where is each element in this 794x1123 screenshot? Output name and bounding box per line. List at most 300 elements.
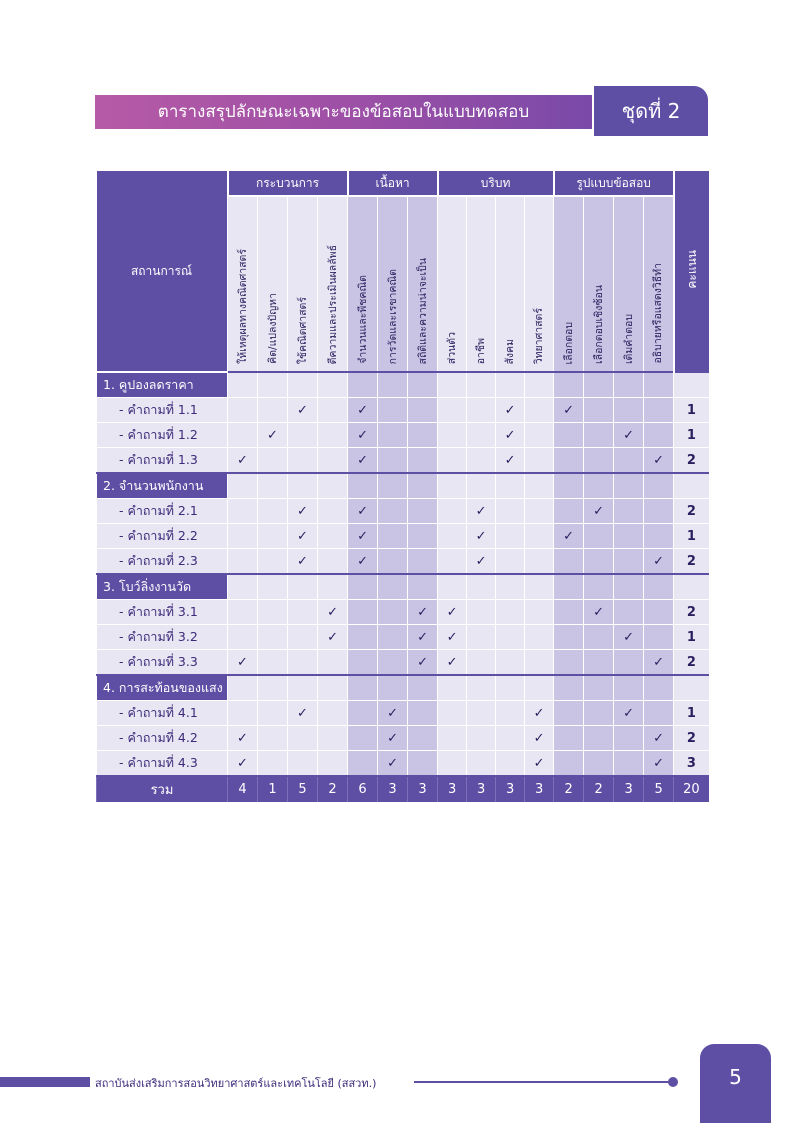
empty-cell — [467, 372, 496, 398]
empty-cell — [258, 675, 288, 701]
empty-cell — [584, 574, 614, 600]
empty-cell — [584, 423, 614, 448]
header-column-2 — [258, 196, 288, 372]
check-mark-cell: ✓ — [584, 499, 614, 524]
check-mark-cell: ✓ — [525, 701, 554, 726]
empty-cell — [554, 675, 584, 701]
empty-cell — [467, 448, 496, 474]
header-column-15 — [644, 196, 674, 372]
header-column-label: ส่วนตัว — [446, 331, 459, 364]
category-row — [97, 473, 709, 499]
question-label: - คำถามที่ 2.2 — [97, 524, 228, 549]
empty-cell — [438, 549, 467, 575]
empty-cell — [408, 524, 438, 549]
header-column-8 — [438, 196, 467, 372]
empty-cell — [228, 423, 258, 448]
header-column-3 — [288, 196, 318, 372]
empty-cell — [258, 701, 288, 726]
footer-rule — [414, 1081, 672, 1083]
empty-cell — [258, 398, 288, 423]
header-column-label: จำนวนและพีชคณิต — [356, 275, 369, 364]
check-mark-cell: ✓ — [496, 398, 525, 423]
question-row — [97, 423, 709, 448]
empty-cell — [467, 650, 496, 676]
check-mark-cell: ✓ — [467, 549, 496, 575]
check-mark-cell: ✓ — [438, 650, 467, 676]
empty-cell — [378, 448, 408, 474]
empty-cell — [378, 524, 408, 549]
empty-cell — [408, 423, 438, 448]
empty-cell — [258, 524, 288, 549]
empty-cell — [525, 524, 554, 549]
score-cell — [674, 473, 709, 499]
empty-cell — [288, 473, 318, 499]
empty-cell — [467, 675, 496, 701]
question-label: - คำถามที่ 1.1 — [97, 398, 228, 423]
empty-cell — [525, 423, 554, 448]
question-label: - คำถามที่ 3.2 — [97, 625, 228, 650]
empty-cell — [378, 625, 408, 650]
question-row — [97, 701, 709, 726]
empty-cell — [258, 473, 288, 499]
empty-cell — [496, 549, 525, 575]
empty-cell — [644, 600, 674, 625]
empty-cell — [228, 398, 258, 423]
check-mark-cell: ✓ — [228, 726, 258, 751]
total-cell: 3 — [408, 776, 438, 802]
empty-cell — [584, 448, 614, 474]
empty-cell — [408, 448, 438, 474]
empty-cell — [318, 574, 348, 600]
total-cell: 3 — [496, 776, 525, 802]
empty-cell — [378, 423, 408, 448]
check-mark-cell: ✓ — [644, 549, 674, 575]
empty-cell — [644, 473, 674, 499]
empty-cell — [318, 675, 348, 701]
header-column-9 — [467, 196, 496, 372]
table-body — [97, 372, 709, 802]
empty-cell — [614, 448, 644, 474]
check-mark-cell: ✓ — [348, 549, 378, 575]
empty-cell — [554, 372, 584, 398]
set-label: ชุดที่ 2 — [594, 86, 708, 136]
check-mark-cell: ✓ — [228, 650, 258, 676]
total-cell: 3 — [525, 776, 554, 802]
empty-cell — [644, 701, 674, 726]
footer-dot — [668, 1077, 678, 1087]
score-cell: 1 — [674, 701, 709, 726]
check-mark-cell: ✓ — [644, 448, 674, 474]
empty-cell — [318, 524, 348, 549]
empty-cell — [438, 398, 467, 423]
empty-cell — [614, 398, 644, 423]
check-mark-cell: ✓ — [348, 423, 378, 448]
empty-cell — [318, 372, 348, 398]
score-cell: 2 — [674, 549, 709, 575]
empty-cell — [348, 650, 378, 676]
empty-cell — [378, 600, 408, 625]
empty-cell — [318, 473, 348, 499]
empty-cell — [228, 625, 258, 650]
empty-cell — [408, 473, 438, 499]
header-group-format: รูปแบบข้อสอบ — [554, 171, 674, 196]
empty-cell — [438, 675, 467, 701]
document-title: ตารางสรุปลักษณะเฉพาะของข้อสอบในแบบทดสอบ — [95, 95, 592, 129]
check-mark-cell: ✓ — [408, 600, 438, 625]
empty-cell — [644, 675, 674, 701]
total-cell: 3 — [614, 776, 644, 802]
empty-cell — [378, 499, 408, 524]
empty-cell — [348, 473, 378, 499]
empty-cell — [496, 473, 525, 499]
empty-cell — [614, 751, 644, 777]
empty-cell — [644, 499, 674, 524]
total-label: รวม — [97, 776, 228, 802]
header-column-12 — [554, 196, 584, 372]
empty-cell — [614, 499, 644, 524]
category-label: 2. จำนวนพนักงาน — [97, 473, 228, 499]
empty-cell — [614, 675, 644, 701]
empty-cell — [496, 675, 525, 701]
score-cell: 2 — [674, 600, 709, 625]
empty-cell — [408, 751, 438, 777]
empty-cell — [348, 372, 378, 398]
score-cell: 2 — [674, 726, 709, 751]
score-cell — [674, 574, 709, 600]
empty-cell — [644, 625, 674, 650]
empty-cell — [467, 398, 496, 423]
empty-cell — [408, 398, 438, 423]
check-mark-cell: ✓ — [318, 600, 348, 625]
category-label: 4. การสะท้อนของแสง — [97, 675, 228, 701]
empty-cell — [228, 701, 258, 726]
empty-cell — [438, 726, 467, 751]
empty-cell — [378, 549, 408, 575]
header-score — [674, 171, 709, 372]
header-column-14 — [614, 196, 644, 372]
header-column-1 — [228, 196, 258, 372]
total-score: 20 — [674, 776, 709, 802]
check-mark-cell: ✓ — [378, 701, 408, 726]
question-row — [97, 524, 709, 549]
empty-cell — [408, 701, 438, 726]
empty-cell — [525, 473, 554, 499]
check-mark-cell: ✓ — [378, 726, 408, 751]
category-row — [97, 574, 709, 600]
empty-cell — [554, 473, 584, 499]
header-column-label: ใช้คณิตศาสตร์ — [296, 296, 309, 364]
check-mark-cell: ✓ — [496, 448, 525, 474]
empty-cell — [318, 751, 348, 777]
empty-cell — [348, 701, 378, 726]
empty-cell — [584, 398, 614, 423]
empty-cell — [348, 751, 378, 777]
empty-cell — [378, 473, 408, 499]
check-mark-cell: ✓ — [614, 423, 644, 448]
check-mark-cell: ✓ — [288, 549, 318, 575]
header-situation: สถานการณ์ — [97, 171, 228, 372]
total-cell: 1 — [258, 776, 288, 802]
total-cell: 4 — [228, 776, 258, 802]
score-cell: 3 — [674, 751, 709, 777]
check-mark-cell: ✓ — [318, 625, 348, 650]
empty-cell — [584, 675, 614, 701]
empty-cell — [258, 448, 288, 474]
empty-cell — [438, 701, 467, 726]
check-mark-cell: ✓ — [438, 600, 467, 625]
question-label: - คำถามที่ 1.3 — [97, 448, 228, 474]
question-label: - คำถามที่ 4.1 — [97, 701, 228, 726]
question-row — [97, 448, 709, 474]
empty-cell — [525, 372, 554, 398]
empty-cell — [467, 600, 496, 625]
empty-cell — [258, 650, 288, 676]
empty-cell — [644, 398, 674, 423]
empty-cell — [467, 423, 496, 448]
check-mark-cell: ✓ — [258, 423, 288, 448]
empty-cell — [614, 549, 644, 575]
header-column-label: สังคม — [504, 338, 517, 364]
header-column-13 — [584, 196, 614, 372]
footer-institution: สถาบันส่งเสริมการสอนวิทยาศาสตร์และเทคโนโลยี (สสวท.) — [95, 1077, 377, 1090]
header-column-label: การวัดและเรขาคณิต — [386, 268, 399, 364]
empty-cell — [438, 499, 467, 524]
question-row — [97, 600, 709, 625]
empty-cell — [496, 751, 525, 777]
empty-cell — [525, 625, 554, 650]
empty-cell — [554, 600, 584, 625]
header-column-label: ให้เหตุผลทางคณิตศาสตร์ — [236, 249, 249, 364]
question-row — [97, 549, 709, 575]
question-label: - คำถามที่ 3.3 — [97, 650, 228, 676]
check-mark-cell: ✓ — [525, 726, 554, 751]
total-cell: 3 — [467, 776, 496, 802]
check-mark-cell: ✓ — [408, 625, 438, 650]
header-column-label: วิทยาศาสตร์ — [533, 307, 546, 364]
empty-cell — [614, 726, 644, 751]
empty-cell — [496, 574, 525, 600]
check-mark-cell: ✓ — [348, 499, 378, 524]
header-column-5 — [348, 196, 378, 372]
header-column-label: อธิบายหรือแสดงวิธีทำ — [652, 263, 665, 364]
empty-cell — [408, 675, 438, 701]
empty-cell — [288, 423, 318, 448]
empty-cell — [288, 574, 318, 600]
empty-cell — [584, 726, 614, 751]
question-row — [97, 499, 709, 524]
empty-cell — [614, 650, 644, 676]
empty-cell — [584, 372, 614, 398]
category-label: 3. โบว์ลิ่งงานวัด — [97, 574, 228, 600]
empty-cell — [378, 372, 408, 398]
empty-cell — [584, 473, 614, 499]
question-label: - คำถามที่ 1.2 — [97, 423, 228, 448]
empty-cell — [228, 473, 258, 499]
question-label: - คำถามที่ 2.3 — [97, 549, 228, 575]
empty-cell — [584, 751, 614, 777]
empty-cell — [318, 701, 348, 726]
empty-cell — [228, 524, 258, 549]
empty-cell — [438, 473, 467, 499]
header-column-4 — [318, 196, 348, 372]
empty-cell — [584, 549, 614, 575]
check-mark-cell: ✓ — [554, 524, 584, 549]
check-mark-cell: ✓ — [408, 650, 438, 676]
empty-cell — [554, 499, 584, 524]
empty-cell — [554, 423, 584, 448]
empty-cell — [258, 372, 288, 398]
empty-cell — [288, 650, 318, 676]
empty-cell — [348, 726, 378, 751]
empty-cell — [318, 423, 348, 448]
empty-cell — [228, 499, 258, 524]
header-column-label: คิด/แปลงปัญหา — [266, 293, 279, 364]
header-score-label: คะแนน — [684, 250, 699, 289]
empty-cell — [288, 448, 318, 474]
empty-cell — [258, 726, 288, 751]
empty-cell — [584, 625, 614, 650]
empty-cell — [467, 726, 496, 751]
check-mark-cell: ✓ — [348, 524, 378, 549]
total-cell: 3 — [438, 776, 467, 802]
score-cell: 2 — [674, 650, 709, 676]
question-label: - คำถามที่ 4.2 — [97, 726, 228, 751]
header-column-11 — [525, 196, 554, 372]
empty-cell — [258, 751, 288, 777]
empty-cell — [525, 650, 554, 676]
check-mark-cell: ✓ — [438, 625, 467, 650]
empty-cell — [318, 549, 348, 575]
empty-cell — [584, 650, 614, 676]
empty-cell — [525, 549, 554, 575]
total-cell: 6 — [348, 776, 378, 802]
empty-cell — [258, 574, 288, 600]
empty-cell — [614, 524, 644, 549]
check-mark-cell: ✓ — [288, 701, 318, 726]
empty-cell — [288, 726, 318, 751]
empty-cell — [525, 398, 554, 423]
question-row — [97, 650, 709, 676]
empty-cell — [228, 549, 258, 575]
empty-cell — [288, 675, 318, 701]
question-row — [97, 625, 709, 650]
empty-cell — [408, 726, 438, 751]
check-mark-cell: ✓ — [644, 650, 674, 676]
empty-cell — [644, 372, 674, 398]
empty-cell — [258, 625, 288, 650]
check-mark-cell: ✓ — [554, 398, 584, 423]
total-cell: 2 — [584, 776, 614, 802]
question-label: - คำถามที่ 3.1 — [97, 600, 228, 625]
empty-cell — [348, 675, 378, 701]
check-mark-cell: ✓ — [644, 726, 674, 751]
empty-cell — [584, 701, 614, 726]
check-mark-cell: ✓ — [496, 423, 525, 448]
page-number: 5 — [700, 1044, 771, 1123]
score-cell — [674, 372, 709, 398]
check-mark-cell: ✓ — [348, 398, 378, 423]
empty-cell — [348, 625, 378, 650]
empty-cell — [644, 574, 674, 600]
spec-table — [96, 171, 709, 802]
empty-cell — [496, 650, 525, 676]
empty-cell — [584, 524, 614, 549]
header-column-label: สถิติและความน่าจะเป็น — [416, 257, 429, 364]
empty-cell — [318, 448, 348, 474]
empty-cell — [525, 675, 554, 701]
header-column-label: เลือกตอบ — [562, 321, 575, 364]
empty-cell — [348, 600, 378, 625]
score-cell: 2 — [674, 499, 709, 524]
header-column-label: เลือกตอบเชิงซ้อน — [592, 285, 605, 364]
empty-cell — [378, 650, 408, 676]
total-row — [97, 776, 709, 802]
empty-cell — [525, 600, 554, 625]
empty-cell — [496, 600, 525, 625]
empty-cell — [467, 625, 496, 650]
check-mark-cell: ✓ — [467, 499, 496, 524]
header-column-6 — [378, 196, 408, 372]
empty-cell — [525, 499, 554, 524]
question-row — [97, 726, 709, 751]
empty-cell — [438, 423, 467, 448]
empty-cell — [288, 372, 318, 398]
empty-cell — [467, 473, 496, 499]
empty-cell — [496, 701, 525, 726]
empty-cell — [554, 751, 584, 777]
empty-cell — [525, 448, 554, 474]
empty-cell — [467, 701, 496, 726]
total-cell: 2 — [554, 776, 584, 802]
empty-cell — [614, 372, 644, 398]
empty-cell — [288, 751, 318, 777]
empty-cell — [496, 524, 525, 549]
score-cell: 1 — [674, 398, 709, 423]
empty-cell — [438, 524, 467, 549]
question-label: - คำถามที่ 2.1 — [97, 499, 228, 524]
empty-cell — [258, 499, 288, 524]
score-cell: 2 — [674, 448, 709, 474]
empty-cell — [614, 473, 644, 499]
check-mark-cell: ✓ — [228, 751, 258, 777]
check-mark-cell: ✓ — [288, 499, 318, 524]
empty-cell — [378, 675, 408, 701]
empty-cell — [438, 372, 467, 398]
empty-cell — [554, 549, 584, 575]
empty-cell — [496, 499, 525, 524]
score-cell — [674, 675, 709, 701]
question-label: - คำถามที่ 4.3 — [97, 751, 228, 777]
category-row — [97, 675, 709, 701]
check-mark-cell: ✓ — [525, 751, 554, 777]
score-cell: 1 — [674, 423, 709, 448]
empty-cell — [496, 625, 525, 650]
empty-cell — [258, 549, 288, 575]
empty-cell — [258, 600, 288, 625]
total-cell: 5 — [644, 776, 674, 802]
score-cell: 1 — [674, 625, 709, 650]
score-cell: 1 — [674, 524, 709, 549]
empty-cell — [318, 650, 348, 676]
header-column-label: ตีความและประเมินผลลัพธ์ — [326, 244, 339, 364]
check-mark-cell: ✓ — [644, 751, 674, 777]
header-group-process: กระบวนการ — [228, 171, 348, 196]
empty-cell — [378, 574, 408, 600]
empty-cell — [525, 574, 554, 600]
check-mark-cell: ✓ — [614, 625, 644, 650]
empty-cell — [378, 398, 408, 423]
empty-cell — [614, 574, 644, 600]
